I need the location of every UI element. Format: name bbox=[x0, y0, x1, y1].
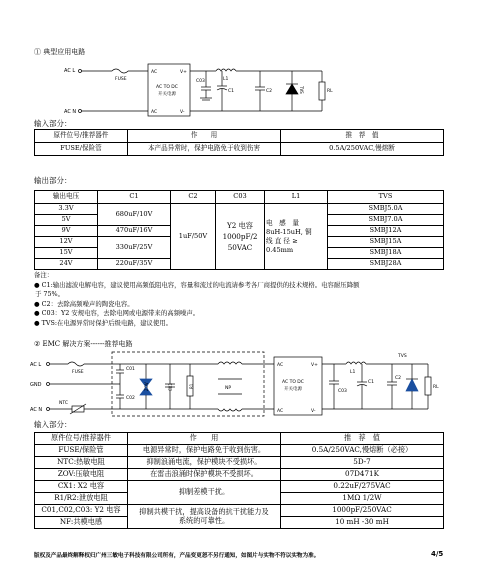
output-c03-line2: 1000pF/2 bbox=[222, 232, 258, 241]
circuit2-module-vminus: V- bbox=[311, 409, 316, 414]
output-table-header-l1: L1 bbox=[265, 191, 328, 204]
emc-table-cell-function: 抑制浪涌电流，保护模块不受损坏。 bbox=[128, 457, 281, 469]
circuit1-module-name2: 开关电源 bbox=[158, 92, 176, 97]
emc-table-header-value: 推 荐 值 bbox=[281, 433, 444, 445]
emc-table-cell-function: 抑制差模干扰。 bbox=[128, 481, 281, 505]
note-item bbox=[34, 281, 454, 291]
circuit1-inductor-symbol bbox=[216, 69, 236, 71]
emc-function-line1: 抑制共模干扰，提高设备的抗干扰能力及 bbox=[139, 507, 269, 517]
input-table-cell-function: 本产品异常时，保护电路免于收到伤害 bbox=[128, 143, 281, 156]
circuit2-np-label: NP bbox=[225, 386, 232, 391]
emc-table-cell-part: NF:共模电感 bbox=[35, 517, 128, 529]
circuit1-rl-label: RL bbox=[327, 89, 333, 94]
bullet-icon: ● bbox=[34, 309, 40, 317]
circuit2-load-resistor bbox=[425, 377, 431, 395]
circuit1-module-ac-bottom: AC bbox=[151, 110, 158, 115]
circuit2-r1-label: R1 bbox=[189, 383, 194, 389]
circuit1-c03-label: C03 bbox=[196, 79, 205, 84]
output-tvs-cell: SMBJ18A bbox=[328, 248, 444, 259]
output-c1-cell: 220uF/35V bbox=[98, 259, 171, 270]
note-item bbox=[34, 300, 454, 310]
circuit2-acl-terminal bbox=[47, 363, 50, 366]
circuit1-fuse-label: FUSE bbox=[115, 77, 127, 82]
bullet-icon: ● bbox=[34, 318, 40, 327]
circuit2-acn-terminal bbox=[47, 408, 50, 411]
section-1-title: ① 典型应用电路 bbox=[34, 48, 86, 56]
circuit2-c1-label: C1 bbox=[368, 380, 375, 385]
output-tvs-cell: SMBJ15A bbox=[328, 237, 444, 248]
output-c03-line1: Y2 电容 bbox=[227, 221, 253, 230]
circuit1-module-vplus: V+ bbox=[180, 70, 187, 75]
output-c2-cell: 1uF/50V bbox=[171, 204, 216, 270]
emc-table-cell-value: 0.5A/250VAC,慢熔断（必接） bbox=[281, 445, 444, 457]
output-table-header-c03: C03 bbox=[216, 191, 265, 204]
circuit2-acn-label: AC N bbox=[30, 407, 43, 413]
emc-function-line2: 系统的可靠性。 bbox=[178, 515, 230, 525]
circuit2-l1-label: L1 bbox=[350, 370, 356, 375]
emc-input-section-label: 输入部分： bbox=[34, 420, 72, 429]
circuit1-module-name1: AC TO DC bbox=[156, 85, 178, 90]
circuit1-c1-label: C1 bbox=[228, 89, 235, 94]
circuit2-module-name1: AC TO DC bbox=[282, 380, 304, 385]
input-table-cell-part: FUSE/保险管 bbox=[35, 143, 128, 156]
fuse-symbol bbox=[112, 69, 128, 73]
circuit2-rl-label: RL bbox=[433, 385, 439, 390]
output-voltage-cell: 3.3V bbox=[35, 204, 98, 215]
output-voltage-cell: 12V bbox=[35, 237, 98, 248]
emc-table-cell-function: 在雷击浪涌时保护模块不受损坏。 bbox=[128, 469, 281, 481]
output-table-header-c1: C1 bbox=[98, 191, 171, 204]
emc-table-cell-value: 1000pF/250VAC bbox=[281, 505, 444, 517]
output-tvs-cell: SMBJ12A bbox=[328, 226, 444, 237]
circuit2-fuse-label: FUSE bbox=[72, 370, 84, 375]
emc-table-cell-function: 电源异常时，保护电路免于收到伤害。 bbox=[128, 445, 281, 457]
circuit2-c02-label: C02 bbox=[126, 396, 135, 401]
bullet-icon: ● bbox=[34, 280, 40, 289]
page-number: 4/5 bbox=[431, 550, 444, 558]
output-c03-cell bbox=[216, 204, 265, 270]
circuit2-c01-label: C01 bbox=[126, 367, 135, 372]
input-table-header-part: 原件位号/推荐器件 bbox=[35, 130, 128, 143]
emc-filter-outline bbox=[112, 352, 264, 416]
output-tvs-cell: SMBJ28A bbox=[328, 259, 444, 270]
circuit2-module-ac-top: AC bbox=[277, 363, 284, 368]
circuit1-tvs-label: TVS bbox=[299, 86, 304, 94]
output-c1-cell: 680uF/10V bbox=[98, 204, 171, 226]
circuit2-ntc-label: NTC bbox=[59, 401, 68, 406]
output-l1-cell bbox=[265, 204, 328, 270]
circuit1-acl-terminal bbox=[79, 70, 82, 73]
circuit2-fuse-symbol bbox=[68, 362, 84, 366]
circuit1-load-resistor bbox=[319, 82, 325, 100]
output-c03-line3: 50VAC bbox=[227, 243, 253, 252]
circuit2-module-vplus: V+ bbox=[311, 363, 318, 368]
emc-table-cell-value: 10 mH -30 mH bbox=[281, 517, 444, 529]
circuit2-gnd-terminal bbox=[47, 383, 50, 386]
output-l1-line3: 线 直 径 ≥ bbox=[266, 236, 298, 245]
emc-circuit-diagram bbox=[28, 349, 448, 419]
note-text: C1:输出滤波电解电容，建议使用高频低阻电容，容量和流过的电流请参考各厂商提供的技术规格。电容耐压降额 bbox=[41, 280, 360, 289]
circuit2-acl-label: AC L bbox=[30, 362, 42, 368]
output-voltage-cell: 5V bbox=[35, 215, 98, 226]
circuit1-module-vminus: V- bbox=[180, 110, 185, 115]
circuit2-zov-label: ZOV bbox=[144, 382, 149, 391]
circuit1-tvs-diode bbox=[286, 84, 298, 94]
circuit2-module-ac-bottom: AC bbox=[277, 409, 284, 414]
emc-table-cell-part: NTC:热敏电阻 bbox=[35, 457, 128, 469]
emc-table-cell-part: R1/R2:泄放电阻 bbox=[35, 493, 128, 505]
bullet-icon: ● bbox=[34, 299, 40, 308]
note-continuation: 于 75%。 bbox=[35, 290, 65, 298]
notes-block bbox=[34, 271, 454, 328]
output-voltage-cell: 9V bbox=[35, 226, 98, 237]
output-tvs-cell: SMBJ5.0A bbox=[328, 204, 444, 215]
input-section-label: 输入部分： bbox=[34, 119, 72, 128]
emc-table-header-part: 原件位号/推荐器件 bbox=[35, 433, 128, 445]
circuit2-inductor-symbol bbox=[346, 362, 366, 364]
emc-table-cell-value: 5D-7 bbox=[281, 457, 444, 469]
circuit1-c2-label: C2 bbox=[266, 89, 273, 94]
emc-table-cell-function bbox=[128, 505, 281, 529]
output-table-header-tvs: TVS bbox=[328, 191, 444, 204]
output-table bbox=[34, 190, 444, 270]
circuit1-acl-label: AC L bbox=[64, 68, 76, 74]
circuit2-cx1-label: CX1 bbox=[168, 382, 173, 391]
output-table-header-c2: C2 bbox=[171, 191, 216, 204]
section-2-title: ② EMC 解决方案------推荐电路 bbox=[34, 340, 133, 348]
circuit2-c2-label: C2 bbox=[395, 376, 402, 381]
circuit2-tvs-diode bbox=[406, 379, 418, 391]
output-section-label: 输出部分： bbox=[34, 176, 72, 185]
input-table-header-value: 推 荐 值 bbox=[281, 130, 444, 143]
circuit1-module-ac-top: AC bbox=[151, 70, 158, 75]
emc-table-cell-part: FUSE/保险管 bbox=[35, 445, 128, 457]
note-item bbox=[34, 309, 454, 319]
circuit2-c03-label: C03 bbox=[338, 389, 347, 394]
emc-table-cell-part: C01,C02,C03: Y2 电容 bbox=[35, 505, 128, 517]
output-voltage-cell: 24V bbox=[35, 259, 98, 270]
circuit2-module-name2: 开关电源 bbox=[284, 387, 302, 392]
typical-circuit-diagram bbox=[60, 58, 340, 122]
circuit1-l1-label: L1 bbox=[223, 77, 229, 82]
emc-table-cell-part: ZOV:压敏电阻 bbox=[35, 469, 128, 481]
note-text: C03：Y2 安规电容，去除电网或电源带来的高频噪声。 bbox=[41, 309, 200, 317]
emc-table bbox=[34, 432, 444, 529]
note-item bbox=[34, 319, 454, 329]
output-c1-cell: 330uF/25V bbox=[98, 237, 171, 259]
output-l1-line2: 8uH-15uH, 铜 bbox=[266, 227, 312, 236]
output-l1-line1: 电 感 量 bbox=[266, 218, 299, 227]
emc-table-cell-part: CX1: X2 电容 bbox=[35, 481, 128, 493]
emc-table-header-function: 作 用 bbox=[128, 433, 281, 445]
emc-table-cell-value: 07D471K bbox=[281, 469, 444, 481]
circuit2-gnd-label: GND bbox=[30, 382, 42, 388]
output-c1-cell: 470uF/16V bbox=[98, 226, 171, 237]
input-table-cell-value: 0.5A/250VAC,慢熔断 bbox=[281, 143, 444, 156]
notes-label: 备注： bbox=[34, 271, 54, 279]
note-text: C2：去除高频噪声的陶瓷电容。 bbox=[41, 299, 134, 308]
note-text: TVS:在电源异常时保护后级电路，建议使用。 bbox=[41, 318, 173, 327]
footer-copyright: 版权及产品最终解释权归广州三敏电子科技有限公司所有，产品变更恕不另行通知，如图片与实物不符以实物为准。 bbox=[34, 553, 320, 559]
circuit1-acn-label: AC N bbox=[64, 109, 77, 115]
output-table-header-voltage: 输出电压 bbox=[35, 191, 98, 204]
circuit1-acn-terminal bbox=[79, 110, 82, 113]
output-voltage-cell: 15V bbox=[35, 248, 98, 259]
output-l1-line4: 0.45mm bbox=[266, 245, 294, 254]
circuit2-tvs-label: TVS bbox=[398, 354, 407, 359]
emc-table-cell-value: 1MΩ 1/2W bbox=[281, 493, 444, 505]
emc-table-cell-value: 0.22uF/275VAC bbox=[281, 481, 444, 493]
input-table bbox=[34, 129, 444, 156]
input-table-header-function: 作 用 bbox=[128, 130, 281, 143]
output-tvs-cell: SMBJ7.0A bbox=[328, 215, 444, 226]
